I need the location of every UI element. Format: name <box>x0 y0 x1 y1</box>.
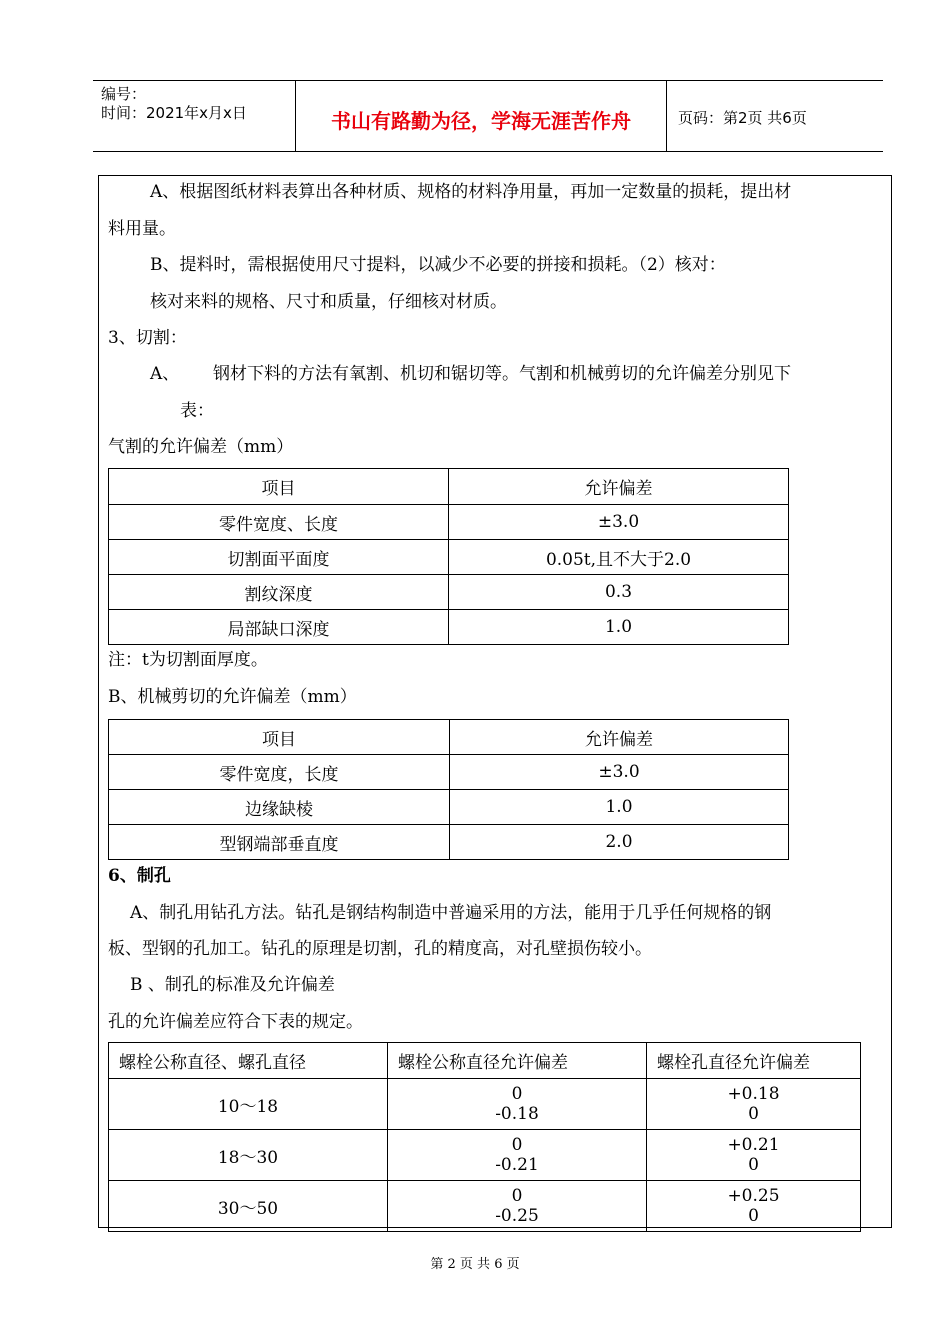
table-row <box>109 540 789 575</box>
table-title: B、机械剪切的允许偏差（mm） <box>108 687 357 707</box>
table-cell: 2.0 <box>450 825 789 860</box>
table-cell: 零件宽度、长度 <box>109 505 449 540</box>
table-cell: 边缘缺棱 <box>109 790 450 825</box>
header-meta <box>101 85 291 123</box>
paragraph: 孔的允许偏差应符合下表的规定。 <box>108 1012 363 1032</box>
table-cell: ±3.0 <box>450 755 789 790</box>
cell-line: -0.21 <box>495 1155 539 1175</box>
table-header-cell: 螺栓公称直径允许偏差 <box>388 1043 647 1079</box>
time-label: 时间：2021年x月x日 <box>101 104 247 122</box>
paragraph: 料用量。 <box>108 219 176 239</box>
section-heading: 6、制孔 <box>108 866 171 886</box>
table-cell <box>388 1130 647 1181</box>
table-row <box>109 1079 861 1130</box>
paragraph: A、制孔用钻孔方法。钻孔是钢结构制造中普遍采用的方法，能用于几乎任何规格的钢 <box>130 903 772 923</box>
cell-line: 0 <box>748 1104 759 1124</box>
table-header-cell: 螺栓孔直径允许偏差 <box>647 1043 861 1079</box>
table-header-cell: 允许偏差 <box>450 720 789 755</box>
paragraph: B 、制孔的标准及允许偏差 <box>130 975 335 995</box>
table-row <box>109 575 789 610</box>
cell-line: +0.18 <box>727 1084 780 1104</box>
paragraph: 核对来料的规格、尺寸和质量，仔细核对材质。 <box>150 292 507 312</box>
table-cell: 切割面平面度 <box>109 540 449 575</box>
table-row <box>109 790 789 825</box>
table-row <box>109 1130 861 1181</box>
table-header-cell: 允许偏差 <box>449 469 789 505</box>
table-cell: ±3.0 <box>449 505 789 540</box>
cell-line: 0 <box>748 1155 759 1175</box>
table-header-cell: 螺栓公称直径、螺孔直径 <box>109 1043 388 1079</box>
table-cell <box>647 1130 861 1181</box>
table-cell <box>388 1079 647 1130</box>
header-slogan: 书山有路勤为径，学海无涯苦作舟 <box>331 109 631 133</box>
table-row <box>109 610 789 645</box>
table-cell: 1.0 <box>449 610 789 645</box>
cutting-tolerance-table <box>108 468 789 645</box>
number-label: 编号： <box>101 85 147 103</box>
table-cell: 型钢端部垂直度 <box>109 825 450 860</box>
table-header-cell: 项目 <box>109 469 449 505</box>
table-cell: 1.0 <box>450 790 789 825</box>
cell-line: 0 <box>748 1206 759 1226</box>
paragraph: A、根据图纸材料表算出各种材质、规格的材料净用量，再加一定数量的损耗，提出材 <box>150 182 792 202</box>
table-row <box>109 1181 861 1232</box>
page-footer: 第 2 页 共 6 页 <box>430 1257 520 1272</box>
cell-line: -0.18 <box>495 1104 539 1124</box>
table-cell: 0.05t,且不大于2.0 <box>449 540 789 575</box>
paragraph: B、提料时，需根据使用尺寸提料，以减少不必要的拼接和损耗。（2）核对： <box>150 255 726 275</box>
list-marker: A、 <box>150 364 180 384</box>
table-title: 气割的允许偏差（mm） <box>108 437 294 457</box>
table-row <box>109 825 789 860</box>
table-cell: 零件宽度，长度 <box>109 755 450 790</box>
divider <box>666 81 667 151</box>
cell-line: +0.21 <box>727 1135 780 1155</box>
table-row <box>109 755 789 790</box>
table-cell: 30～50 <box>109 1181 388 1232</box>
table-header-row <box>109 469 789 505</box>
paragraph: 钢材下料的方法有氧割、机切和锯切等。气割和机械剪切的允许偏差分别见下 <box>213 364 791 384</box>
hole-tolerance-table <box>108 1042 861 1232</box>
table-header-row <box>109 720 789 755</box>
table-cell <box>647 1079 861 1130</box>
cell-line: -0.25 <box>495 1206 539 1226</box>
table-cell <box>388 1181 647 1232</box>
table-cell: 10～18 <box>109 1079 388 1130</box>
table-cell: 18～30 <box>109 1130 388 1181</box>
paragraph: 板、型钢的孔加工。钻孔的原理是切割，孔的精度高，对孔壁损伤较小。 <box>108 939 652 959</box>
table-note: 注：t为切割面厚度。 <box>108 650 268 670</box>
table-header-cell: 项目 <box>109 720 450 755</box>
table-cell <box>647 1181 861 1232</box>
section-heading: 3、切割： <box>108 328 187 348</box>
cell-line: 0 <box>511 1186 523 1206</box>
page-header <box>93 80 883 152</box>
cell-line: 0 <box>511 1084 523 1104</box>
paragraph: 表： <box>180 401 214 421</box>
shearing-tolerance-table <box>108 719 789 860</box>
table-row <box>109 505 789 540</box>
table-cell: 割纹深度 <box>109 575 449 610</box>
table-cell: 0.3 <box>449 575 789 610</box>
cell-line: 0 <box>511 1135 523 1155</box>
table-header-row <box>109 1043 861 1079</box>
cell-line: +0.25 <box>727 1186 780 1206</box>
table-cell: 局部缺口深度 <box>109 610 449 645</box>
header-page-label: 页码：第2页 共6页 <box>678 109 807 127</box>
